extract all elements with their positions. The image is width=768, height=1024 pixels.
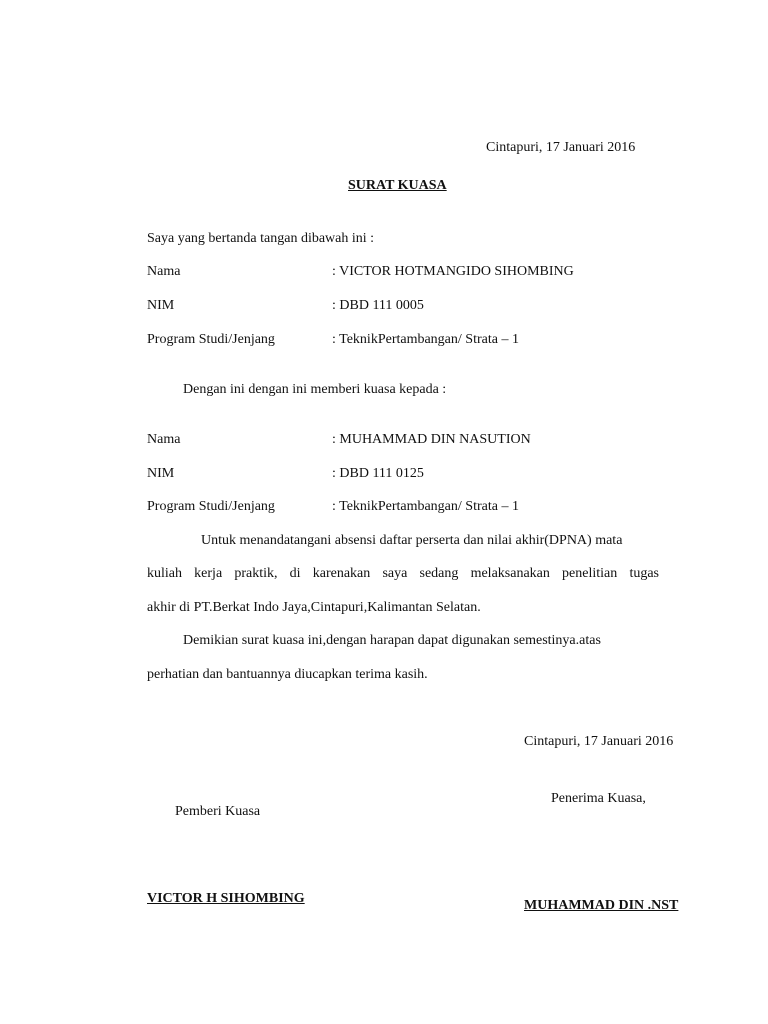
grantee-program-label: Program Studi/Jenjang <box>147 499 275 514</box>
receiver-name: MUHAMMAD DIN .NST <box>524 898 679 913</box>
giver-label: Pemberi Kuasa <box>175 804 261 819</box>
grantor-name-value: : VICTOR HOTMANGIDO SIHOMBING <box>332 264 574 279</box>
grantor-nim-label: NIM <box>147 298 175 313</box>
intro-text: Saya yang bertanda tangan dibawah ini : <box>147 231 375 246</box>
grantor-nim-value: : DBD 111 0005 <box>332 298 424 313</box>
giver-name: VICTOR H SIHOMBING <box>147 891 305 906</box>
closing-line-1: Demikian surat kuasa ini,dengan harapan dapat digunakan semestinya.atas <box>183 633 601 648</box>
purpose-line-2: kuliah kerja praktik, di karenakan saya sedang melaksanakan penelitian tugas <box>147 566 659 581</box>
receiver-label: Penerima Kuasa, <box>551 791 646 806</box>
delegation-text: Dengan ini dengan ini memberi kuasa kepada : <box>183 382 447 397</box>
purpose-line-1: Untuk menandatangani absensi daftar perserta dan nilai akhir(DPNA) mata <box>201 533 623 548</box>
signature-place-date: Cintapuri, 17 Januari 2016 <box>524 734 674 749</box>
grantee-nim-label: NIM <box>147 466 175 481</box>
header-place-date: Cintapuri, 17 Januari 2016 <box>486 140 636 155</box>
document-title: SURAT KUASA <box>348 178 447 193</box>
grantee-name-value: : MUHAMMAD DIN NASUTION <box>332 432 531 447</box>
closing-line-2: perhatian dan bantuannya diucapkan terima kasih. <box>147 667 428 682</box>
grantee-program-value: : TeknikPertambangan/ Strata – 1 <box>332 499 519 514</box>
grantee-nim-value: : DBD 111 0125 <box>332 466 424 481</box>
grantor-program-label: Program Studi/Jenjang <box>147 332 275 347</box>
grantor-program-value: : TeknikPertambangan/ Strata – 1 <box>332 332 519 347</box>
purpose-line-3: akhir di PT.Berkat Indo Jaya,Cintapuri,Kalimantan Selatan. <box>147 600 481 615</box>
grantor-name-label: Nama <box>147 264 181 279</box>
grantee-name-label: Nama <box>147 432 181 447</box>
